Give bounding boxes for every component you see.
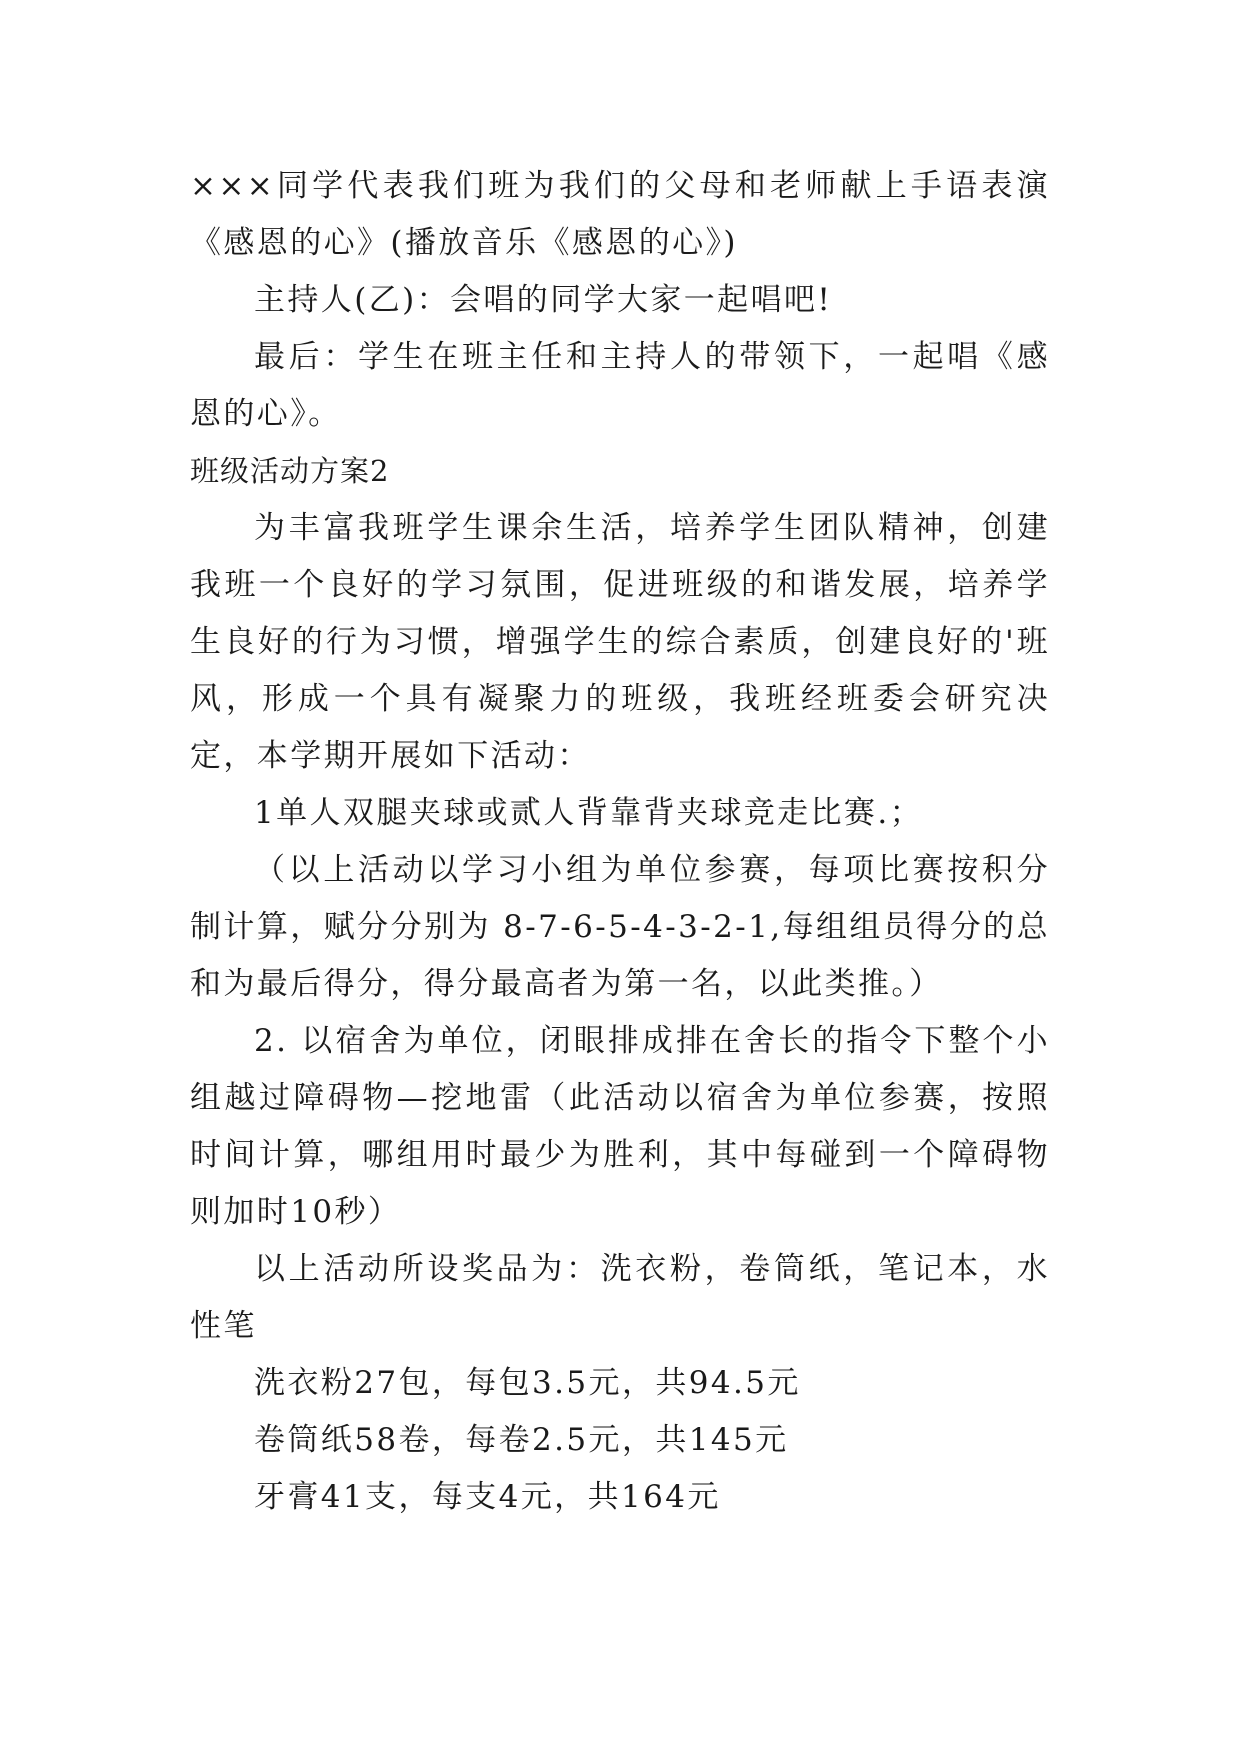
paragraph-scoring-note: （以上活动以学习小组为单位参赛，每项比赛按积分制计算，赋分分别为 8-7-6-5-4-3-2-1,每组组员得分的总和为最后得分，得分最高者为第一名，以此类推。） [190,852,1050,1002]
document-page [190,158,1050,1526]
paragraph-performance-intro: ×××同学代表我们班为我们的父母和老师献上手语表演《感恩的心》(播放音乐《感恩的心》) [190,168,1050,261]
paragraph-activity-1: 1单人双腿夹球或贰人背靠背夹球竞走比赛.； [254,795,923,831]
paragraph-cost-detergent: 洗衣粉27包，每包3.5元，共94.5元 [254,1365,801,1401]
paragraph-cost-toothpaste: 牙膏41支，每支4元，共164元 [254,1479,721,1515]
paragraph-closing: 最后：学生在班主任和主持人的带领下，一起唱《感恩的心》。 [190,339,1050,432]
paragraph-activity-2: 2. 以宿舍为单位，闭眼排成排在舍长的指令下整个小组越过障碍物—挖地雷（此活动以宿舍为单位参赛，按照时间计算，哪组用时最少为胜利，其中每碰到一个障碍物则加时10秒） [190,1023,1050,1230]
paragraph-cost-tissue: 卷筒纸58卷，每卷2.5元，共145元 [254,1422,789,1458]
section-title: 班级活动方案2 [190,454,390,488]
paragraph-plan-intro: 为丰富我班学生课余生活，培养学生团队精神，创建我班一个良好的学习氛围，促进班级的和谐发展，培养学生良好的行为习惯，增强学生的综合素质，创建良好的'班风，形成一个具有凝聚力的班级，我班经班委会研究决定，本学期开展如下活动： [190,510,1050,774]
paragraph-prizes: 以上活动所设奖品为：洗衣粉，卷筒纸，笔记本，水性笔 [190,1251,1050,1344]
paragraph-host-line: 主持人(乙)：会唱的同学大家一起唱吧! [254,282,833,318]
